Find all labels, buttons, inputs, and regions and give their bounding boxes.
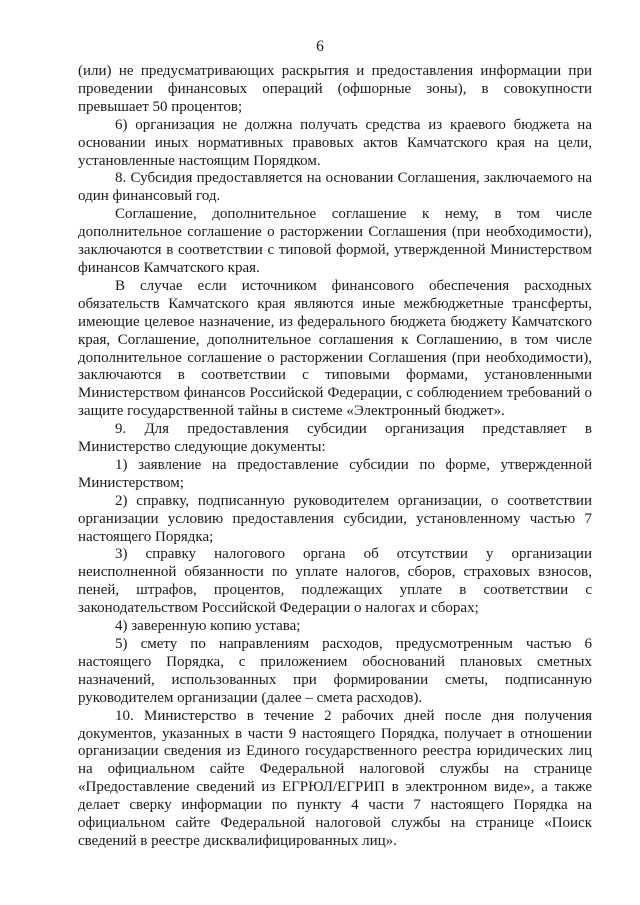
paragraph-item-4: 4) заверенную копию устава; xyxy=(115,618,301,635)
paragraph-section-8: 8. Субсидия предоставляется на основании Соглашения, заключаемого на один финансовый год. xyxy=(78,170,592,205)
paragraph-item-3: 3) справку налогового органа об отсутствии у организации неисполненной обязанности по уплате налогов, сборов, страховых взносов, пеней, штрафов, процентов, подлежащих уплате в соответствии с законодательством Российской Федерации о налогах и сборах; xyxy=(78,546,592,617)
paragraph-item-2: 2) справку, подписанную руководителем организации, о соответствии организации условию предоставления субсидии, установленному частью 7 настоящего Порядка; xyxy=(78,492,592,545)
page-number: 6 xyxy=(316,38,324,55)
paragraph-item-1: 1) заявление на предоставление субсидии по форме, утвержденной Министерством; xyxy=(78,456,592,491)
paragraph-federal-transfers: В случае если источником финансового обеспечения расходных обязательств Камчатского края являются иные межбюджетные трансферты, имеющие целевое назначение, из федерального бюджета бюджету Камчатского края, Соглашение, дополнительное соглашения к Соглашению, в том числе дополнительное соглашение о расторжении Соглашения (при необходимости), заключаются в соответствии с типовыми формами, установленными Министерством финансов Российской Федерации, с соблюдением требований о защите государственной тайны в системе «Электронный бюджет». xyxy=(78,277,592,420)
paragraph-section-10: 10. Министерство в течение 2 рабочих дней после дня получения документов, указанных в части 9 настоящего Порядка, получает в отношении организации сведения из Единого государственного реестра юридических лиц на официальном сайте Федеральной налоговой службы на странице «Предоставление сведений из ЕГРЮЛ/ЕГРИП в электронном виде», а также делает сверку информации по пункту 4 части 7 настоящего Порядка на официальном сайте Федеральной налоговой службы на странице «Поиск сведений в реестре дисквалифицированных лиц». xyxy=(78,707,592,849)
paragraph-agreement: Соглашение, дополнительное соглашение к нему, в том числе дополнительное соглашение о расторжении Соглашения (при необходимости), заключаются в соответствии с типовой формой, утвержденной Министерством финансов Камчатского края. xyxy=(78,206,592,276)
paragraph-item-6: 6) организация не должна получать средства из краевого бюджета на основании иных нормативных правовых актов Камчатского края на цели, установленные настоящим Порядком. xyxy=(78,116,592,169)
document-body xyxy=(78,63,592,851)
paragraph-item-5: 5) смету по направлениям расходов, предусмотренным частью 6 настоящего Порядка, с приложением обоснований плановых сметных назначений, использованных при формировании сметы, подписанную руководителем организации (далее – смета расходов). xyxy=(78,636,592,706)
paragraph-section-9: 9. Для предоставления субсидии организация представляет в Министерство следующие документы: xyxy=(78,421,592,456)
paragraph-continuation: (или) не предусматривающих раскрытия и предоставления информации при проведении финансовых операций (офшорные зоны), в совокупности превышает 50 процентов; xyxy=(78,63,592,115)
